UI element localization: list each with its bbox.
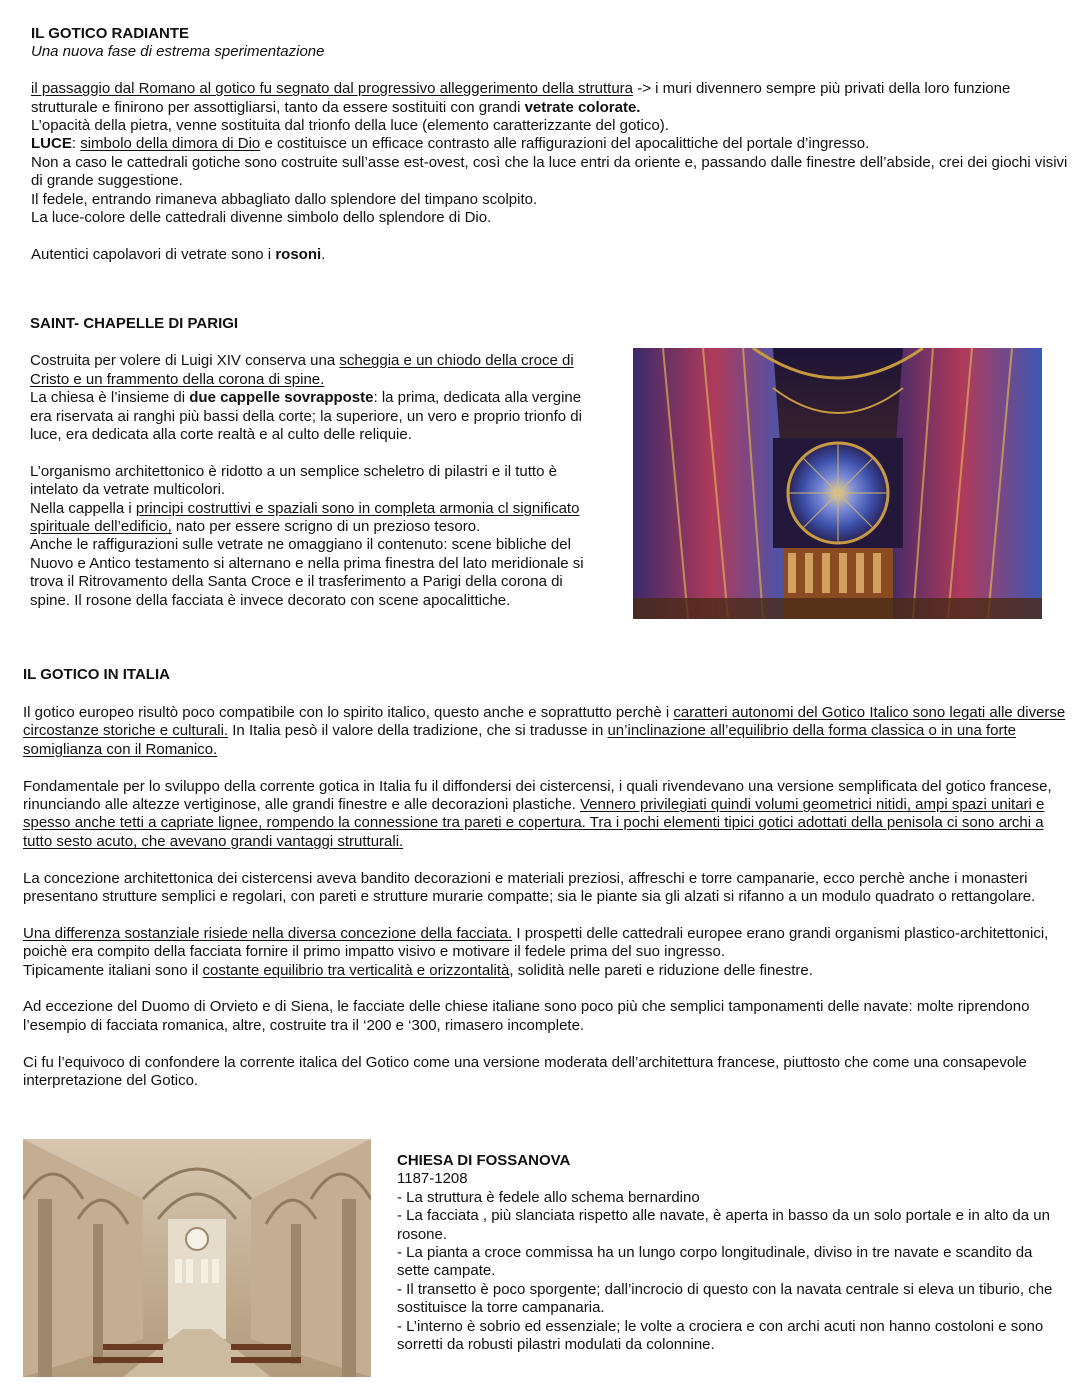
paragraph: Anche le raffigurazioni sulle vetrate ne omaggiano il contenuto: scene bibliche del Nuovo e Antico testamento si alternano e nella prima finestra del lato meridionale si trova il Ritrovamento della Santa Croce e il trasferimento a Parigi della corona di spine. Il rosone della facciata è invece decorato con scene apocalittiche.	[30, 536, 584, 609]
underlined-text: il passaggio dal Romano al gotico fu segnato dal progressivo alleggerimento della struttura	[31, 80, 634, 98]
section-title: IL GOTICO RADIANTE	[31, 25, 190, 42]
list-item: - La facciata , più slanciata rispetto alle navate, è aperta in basso da un solo portale e in alto da un rosone.	[397, 1207, 1050, 1243]
paragraph: Autentici capolavori di vetrate sono i rosoni.	[31, 245, 326, 263]
section-saint-chapelle	[30, 315, 590, 610]
paragraph: L’organismo architettonico è ridotto a un semplice scheletro di pilastri e il tutto è intelato da vetrate multicolori.	[30, 462, 557, 499]
paragraph: Il fedele, entrando rimaneva abbagliato dallo splendore del timpano scolpito.	[31, 190, 538, 208]
paragraph: La luce-colore delle cattedrali divenne simbolo dello splendore di Dio.	[31, 209, 492, 227]
list-item: - La struttura è fedele allo schema bernardino	[397, 1188, 700, 1206]
paragraph: Nella cappella i principi costruttivi e spaziali sono in completa armonia cl significato spirituale dell’edificio, nato per essere scrigno di un prezioso tesoro.	[30, 499, 580, 536]
paragraph: Tipicamente italiani sono il costante equilibrio tra verticalità e orizzontalità, solidità nelle pareti e riduzione delle finestre.	[23, 961, 813, 979]
section-title: CHIESA DI FOSSANOVA	[397, 1152, 571, 1169]
paragraph: Ci fu l’equivoco di confondere la corrente italica del Gotico come una versione moderata dell’architettura francese, piuttosto che come una consapevole interpretazione del Gotico.	[23, 1053, 1027, 1090]
saint-chapelle-photo	[633, 348, 1042, 619]
section-subtitle: Una nuova fase di estrema sperimentazione	[31, 43, 325, 61]
paragraph: La concezione architettonica dei cistercensi aveva bandito decorazioni e materiali preziosi, affreschi e torre campanarie, ecco perchè anche i monasteri presentano strutture semplici e regolari, con pareti e strutture murarie compatte; sia le piante sia gli alzati si rifanno a un modulo quadrato o rettangolare.	[23, 869, 1036, 906]
paragraph: Costruita per volere di Luigi XIV conserva una scheggia e un chiodo della croce di Cristo e un frammento della corona di spine.	[30, 352, 574, 388]
paragraph: Fondamentale per lo sviluppo della corrente gotica in Italia fu il diffondersi dei cistercensi, i quali rivendevano una versione semplificata del gotico francese, rinunciando alle altezze vertiginose, alle grandi finestre e alle decorazioni plastiche. Vennero privilegiati quindi volumi geometrici nitidi, ampi spazi unitari e spesso anche tetti a capriate lignee, rompendo la connessione tra pareti e copertura. Tra i pochi elementi tipici gotici adottati della penisola ci sono archi a tutto sesto acuto, che avevano grandi vantaggi strutturali.	[23, 777, 1052, 850]
section-title: SAINT- CHAPELLE DI PARIGI	[30, 315, 239, 332]
list-item: - Il transetto è poco sporgente; dall’incrocio di questo con la navata centrale si eleva un tiburio, che sostituisce la torre campanaria.	[397, 1280, 1053, 1317]
section-gotico-italia	[23, 666, 1068, 1090]
paragraph: LUCE: simbolo della dimora di Dio e costituisce un efficace contrasto alle raffigurazioni del apocalittiche del portale d’ingresso.	[31, 135, 870, 153]
section-title: IL GOTICO IN ITALIA	[23, 666, 170, 683]
list-item: - L’interno è sobrio ed essenziale; le volte a crociera e con archi acuti non hanno costoloni e sono sorretti da robusti pilastri modulati da colonnine.	[397, 1317, 1044, 1354]
dates: 1187-1208	[397, 1170, 468, 1188]
paragraph: Non a caso le cattedrali gotiche sono costruite sull’asse est-ovest, così che la luce entri da oriente e, passando dalle finestre dell’abside, crei dei giochi visivi di grande suggestione.	[31, 153, 1068, 190]
paragraph: Il gotico europeo risultò poco compatibile con lo spirito italico, questo anche e soprattutto perchè i caratteri autonomi del Gotico Italico sono legati alle diverse circostanze storiche e culturali. In Italia pesò il valore della tradizione, che si tradusse in un’inclinazione all’equilibrio della forma classica o in una forte somiglianza con il Romanico.	[23, 703, 1066, 758]
paragraph: L’opacità della pietra, venne sostituita dal trionfo della luce (elemento caratterizzante del gotico).	[31, 117, 669, 135]
section-fossanova	[397, 1152, 1057, 1354]
paragraph: Ad eccezione del Duomo di Orvieto e di Siena, le facciate delle chiese italiane sono poco più che semplici tamponamenti delle navate: molte riprendono l’esempio di facciata romanica, altre, costruite tra il ‘200 e ‘300, rimasero incomplete.	[23, 998, 1030, 1034]
paragraph: il passaggio dal Romano al gotico fu segnato dal progressivo alleggerimento della struttura -> i muri divennero sempre più privati della loro funzione strutturale e finirono per assottigliarsi, tanto da essere sostituiti con grandi vetrate colorate.	[31, 80, 1011, 116]
section-gotico-radiante	[31, 25, 1071, 264]
fossanova-photo	[23, 1139, 371, 1377]
paragraph: Una differenza sostanziale risiede nella diversa concezione della facciata. I prospetti delle cattedrali europee erano grandi organismi plastico-architettonici, poichè era compito della facciata fornire il primo impatto visivo e motivare il fedele prima del suo ingresso.	[23, 924, 1049, 961]
list-item: - La pianta a croce commissa ha un lungo corpo longitudinale, diviso in tre navate e scandito da sette campate.	[397, 1244, 1033, 1280]
paragraph: La chiesa è l’insieme di due cappelle sovrapposte: la prima, dedicata alla vergine era riservata ai ranghi più bassi della corte; la superiore, un vero e proprio trionfo di luce, era dedicata alla corte realtà e al culto delle reliquie.	[30, 389, 582, 444]
